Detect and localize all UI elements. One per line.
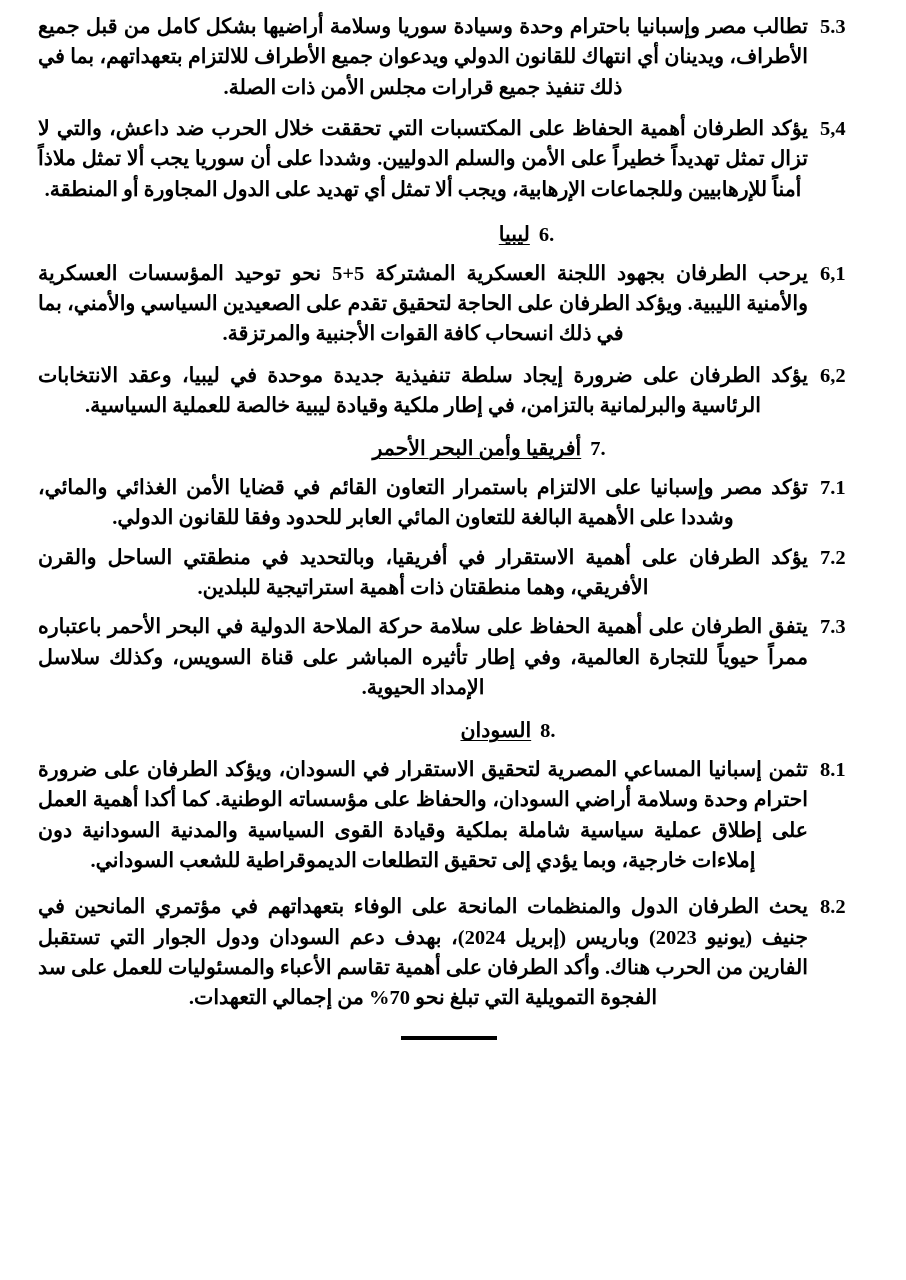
clause-7-3 — [38, 612, 860, 703]
section-heading-libya — [38, 221, 860, 250]
clause-number: 6,2 — [820, 364, 846, 387]
clause-number: 5,4 — [820, 117, 846, 140]
section-number: 8. — [540, 720, 556, 743]
clause-text: يؤكد الطرفان أهمية الحفاظ على المكتسبات التي تحققت خلال الحرب ضد داعش، والتي لا تزال تمثل تهديداً خطيراً على الأمن والسلم الدوليين. وشددا على أن سوريا يجب ألا تمثل ملاذاً أمناً للإرهابيين وللجماعات الإرهابية، ويجب ألا تمثل أي تهديد على الدول المجاورة أو المنطقة. — [38, 117, 808, 201]
clause-5-3 — [38, 12, 860, 103]
horizontal-rule — [401, 1036, 497, 1040]
clause-text: تثمن إسبانيا المساعي المصرية لتحقيق الاستقرار في السودان، ويؤكد الطرفان على ضرورة احترام وحدة وسلامة أراضي السودان، والحفاظ على مؤسساته الوطنية. كما أكدا أهمية العمل على إطلاق عملية سياسية شاملة بملكية وقيادة القوى السياسية والمدنية السودانية دون إملاءات خارجية، وبما يؤدي إلى تحقيق التطلعات الديموقراطية للشعب السوداني. — [38, 758, 808, 872]
clause-text: تطالب مصر وإسبانيا باحترام وحدة وسيادة سوريا وسلامة أراضيها بشكل كامل من قبل جميع الأطراف، ويدينان أي انتهاك للقانون الدولي ويدعوان جميع الأطراف للالتزام بتعهداتهم، بما في ذلك تنفيذ جميع قرارات مجلس الأمن ذات الصلة. — [38, 16, 808, 99]
section-number: 7. — [590, 438, 606, 461]
clause-number: 8.1 — [820, 758, 846, 781]
clause-number: 5.3 — [820, 16, 846, 38]
clause-6-1 — [38, 259, 860, 350]
clause-8-1 — [38, 755, 860, 876]
clause-number: 7.1 — [820, 476, 846, 499]
clause-text: يتفق الطرفان على أهمية الحفاظ على سلامة حركة الملاحة الدولية في البحر الأحمر باعتباره ممراً حيوياً للتجارة العالمية، وفي إطار تأثيره المباشر على قناة السويس، وكذلك سلاسل الإمداد الحيوية. — [38, 616, 808, 699]
page-bottom-whitespace — [38, 1040, 860, 1280]
section-title: أفريقيا وأمن البحر الأحمر — [372, 438, 582, 461]
clause-7-2 — [38, 543, 860, 604]
document-body — [38, 12, 860, 1280]
clause-number: 7.2 — [820, 546, 846, 569]
section-heading-africa-red-sea — [38, 435, 860, 464]
section-title: ليبيا — [498, 223, 530, 246]
clause-5-4 — [38, 114, 860, 205]
clause-number: 6,1 — [820, 262, 846, 285]
clause-text: تؤكد مصر وإسبانيا على الالتزام باستمرار التعاون القائم في قضايا الأمن الغذائي والمائي، وشددا على الأهمية البالغة للتعاون المائي العابر للحدود وفقا للقانون الدولي. — [38, 476, 808, 530]
clause-text: يحث الطرفان الدول والمنظمات المانحة على الوفاء بتعهداتهم في مؤتمري المانحين في جنيف (يونيو 2023) وباريس (إبريل 2024)، بهدف دعم السودان ودول الجوار التي تستقبل الفارين من الحرب هناك. وأكد الطرفان على أهمية تقاسم الأعباء والمسئوليات للعمل على سد الفجوة التمويلية التي تبلغ نحو 70% من إجمالي التعهدات. — [38, 896, 808, 1010]
clause-7-1 — [38, 473, 860, 534]
section-title: السودان — [460, 720, 532, 743]
clause-8-2 — [38, 892, 860, 1013]
clause-text: يرحب الطرفان بجهود اللجنة العسكرية المشتركة 5+5 نحو توحيد المؤسسات العسكرية والأمنية الليبية. ويؤكد الطرفان على الحاجة لتحقيق تقدم على الصعيدين السياسي والأمني، بما في ذلك انسحاب كافة القوات الأجنبية والمرتزقة. — [38, 262, 808, 346]
section-heading-sudan — [38, 717, 860, 746]
section-number: 6. — [538, 223, 555, 246]
clause-6-2 — [38, 361, 860, 422]
clause-text: يؤكد الطرفان على أهمية الاستقرار في أفريقيا، وبالتحديد في منطقتي الساحل والقرن الأفريقي، وهما منطقتان ذات أهمية استراتيجية للبلدين. — [38, 546, 808, 599]
clause-text: يؤكد الطرفان على ضرورة إيجاد سلطة تنفيذية جديدة موحدة في ليبيا، وعقد الانتخابات الرئاسية والبرلمانية بالتزامن، في إطار ملكية وقيادة ليبية خالصة للعملية السياسية. — [38, 364, 808, 417]
clause-number: 7.3 — [820, 616, 846, 639]
clause-number: 8.2 — [820, 896, 846, 919]
